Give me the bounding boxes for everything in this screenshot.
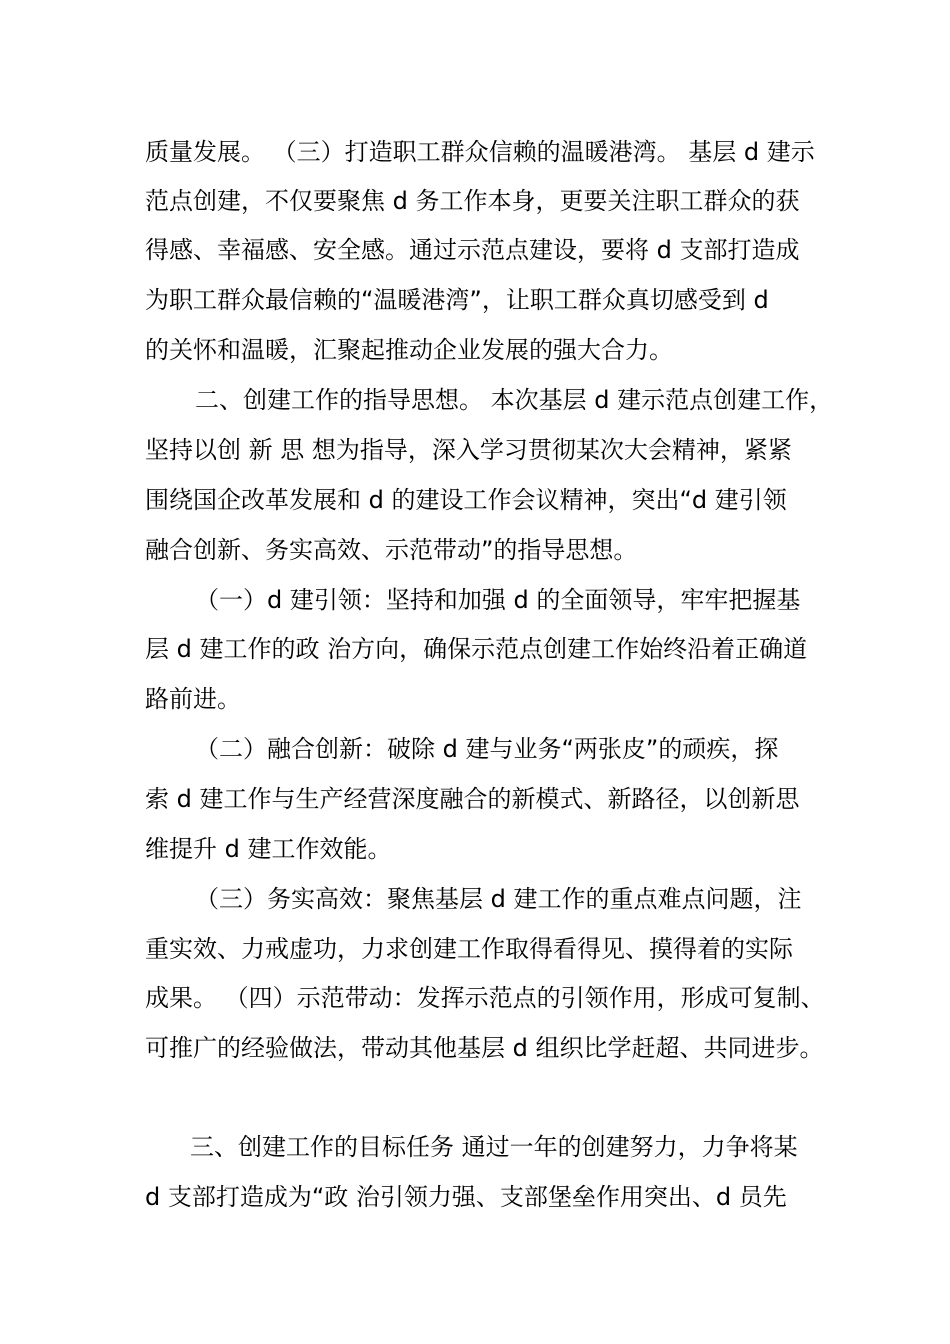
text-line: 坚持以创 新 思 想为指导，深入学习贯彻某次大会精神，紧紧: [145, 436, 792, 464]
text-line: （二）融合创新：破除 d 建与业务“两张皮”的顽疾，探: [195, 735, 779, 763]
text-line: 维提升 d 建工作效能。: [145, 835, 392, 863]
text-line: 的关怀和温暖，汇聚起推动企业发展的强大合力。: [145, 336, 673, 364]
text-line: 围绕国企改革发展和 d 的建设工作会议精神，突出“d 建引领: [145, 486, 787, 514]
text-line: 质量发展。 （三）打造职工群众信赖的温暖港湾。 基层 d 建示: [145, 138, 815, 166]
section-heading: 三、创建工作的目标任务 通过一年的创建努力，力争将某: [190, 1133, 798, 1161]
text-line: 重实效、力戒虚功，力求创建工作取得看得见、摸得着的实际: [145, 935, 793, 963]
text-line: 路前进。: [145, 685, 241, 713]
text-line: 范点创建，不仅要聚焦 d 务工作本身，更要关注职工群众的获: [145, 187, 800, 215]
text-line: 成果。 （四）示范带动：发挥示范点的引领作用，形成可复制、: [145, 984, 825, 1012]
section-heading: 二、创建工作的指导思想。 本次基层 d 建示范点创建工作，: [195, 386, 834, 414]
text-line: 可推广的经验做法，带动其他基层 d 组织比学赶超、共同进步。: [145, 1034, 824, 1062]
text-line: 融合创新、务实高效、示范带动”的指导思想。: [145, 536, 638, 564]
text-line: （一）d 建引领：坚持和加强 d 的全面领导，牢牢把握基: [195, 586, 801, 614]
text-line: d 支部打造成为“政 治引领力强、支部堡垒作用突出、d 员先: [145, 1183, 787, 1211]
text-line: 为职工群众最信赖的“温暖港湾”，让职工群众真切感受到 d: [145, 286, 769, 314]
text-line: （三）务实高效：聚焦基层 d 建工作的重点难点问题，注: [195, 885, 802, 913]
text-line: 得感、幸福感、安全感。通过示范点建设，要将 d 支部打造成: [145, 236, 800, 264]
text-line: 层 d 建工作的政 治方向，确保示范点创建工作始终沿着正确道: [145, 635, 808, 663]
text-line: 索 d 建工作与生产经营深度融合的新模式、新路径，以创新思: [145, 785, 800, 813]
